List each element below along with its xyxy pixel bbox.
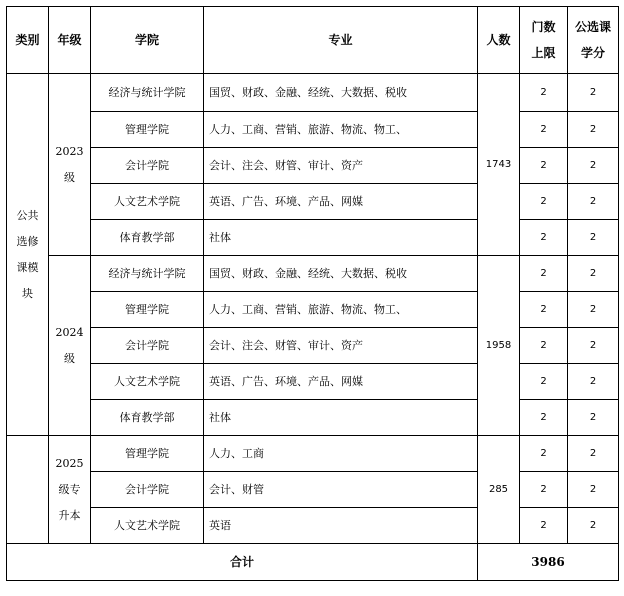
major-cell: 人力、工商、营销、旅游、物流、物工、 [204,292,478,328]
table-row [7,220,619,256]
grade-cell [49,436,91,544]
credit-cell: 2 [568,508,619,544]
limit-cell: 2 [520,184,568,220]
college-cell: 管理学院 [91,112,204,148]
college-cell: 管理学院 [91,292,204,328]
header-row [7,7,619,74]
table-row [7,364,619,400]
table-row [7,292,619,328]
credit-cell: 2 [568,472,619,508]
college-cell: 会计学院 [91,472,204,508]
credit-cell: 2 [568,400,619,436]
major-cell: 社体 [204,220,478,256]
header-college: 学院 [91,7,204,74]
college-cell: 体育教学部 [91,220,204,256]
credit-cell: 2 [568,74,619,112]
grade-label: 2025 级专 升本 [55,456,84,522]
credit-cell: 2 [568,364,619,400]
header-credits: 公选课 学分 [568,7,619,74]
table-row [7,328,619,364]
students-cell: 1743 [478,74,520,256]
students-cell: 285 [478,436,520,544]
table-row [7,508,619,544]
limit-cell: 2 [520,508,568,544]
college-cell: 人文艺术学院 [91,364,204,400]
limit-cell: 2 [520,328,568,364]
students-cell: 1958 [478,256,520,436]
header-grade: 年级 [49,7,91,74]
limit-cell: 2 [520,364,568,400]
course-table [6,6,619,581]
credit-cell: 2 [568,328,619,364]
credit-cell: 2 [568,112,619,148]
college-cell: 会计学院 [91,148,204,184]
limit-cell: 2 [520,292,568,328]
major-cell: 英语、广告、环境、产品、网媒 [204,184,478,220]
limit-cell: 2 [520,256,568,292]
grade-cell [49,256,91,436]
major-cell: 人力、工商 [204,436,478,472]
category-cell-empty [7,436,49,544]
limit-cell: 2 [520,220,568,256]
grade-cell [49,74,91,256]
limit-cell: 2 [520,472,568,508]
table-row [7,400,619,436]
header-course-limit: 门数 上限 [520,7,568,74]
header-category: 类别 [7,7,49,74]
college-cell: 人文艺术学院 [91,508,204,544]
table-row [7,436,619,472]
total-label: 合计 [7,544,478,581]
header-students: 人数 [478,7,520,74]
limit-cell: 2 [520,112,568,148]
total-value: 3986 [478,544,619,581]
category-label: 公共 选修 课模 块 [16,208,39,300]
major-cell: 国贸、财政、金融、经统、大数据、税收 [204,74,478,112]
category-cell [7,74,49,436]
major-cell: 会计、注会、财管、审计、资产 [204,328,478,364]
credit-cell: 2 [568,148,619,184]
major-cell: 英语 [204,508,478,544]
credit-cell: 2 [568,292,619,328]
major-cell: 英语、广告、环境、产品、网媒 [204,364,478,400]
limit-cell: 2 [520,400,568,436]
limit-cell: 2 [520,148,568,184]
major-cell: 会计、注会、财管、审计、资产 [204,148,478,184]
grade-label: 2024 级 [55,325,84,365]
credit-cell: 2 [568,220,619,256]
credit-cell: 2 [568,184,619,220]
table-row [7,472,619,508]
credit-cell: 2 [568,256,619,292]
table-row [7,112,619,148]
limit-cell: 2 [520,74,568,112]
credit-cell: 2 [568,436,619,472]
header-major: 专业 [204,7,478,74]
college-cell: 人文艺术学院 [91,184,204,220]
table-row [7,148,619,184]
college-cell: 经济与统计学院 [91,74,204,112]
major-cell: 社体 [204,400,478,436]
table-row [7,184,619,220]
college-cell: 会计学院 [91,328,204,364]
major-cell: 国贸、财政、金融、经统、大数据、税收 [204,256,478,292]
college-cell: 管理学院 [91,436,204,472]
major-cell: 会计、财管 [204,472,478,508]
major-cell: 人力、工商、营销、旅游、物流、物工、 [204,112,478,148]
limit-cell: 2 [520,436,568,472]
college-cell: 经济与统计学院 [91,256,204,292]
table-row [7,74,619,112]
grade-label: 2023 级 [55,144,84,184]
total-row [7,544,619,581]
college-cell: 体育教学部 [91,400,204,436]
table-row [7,256,619,292]
